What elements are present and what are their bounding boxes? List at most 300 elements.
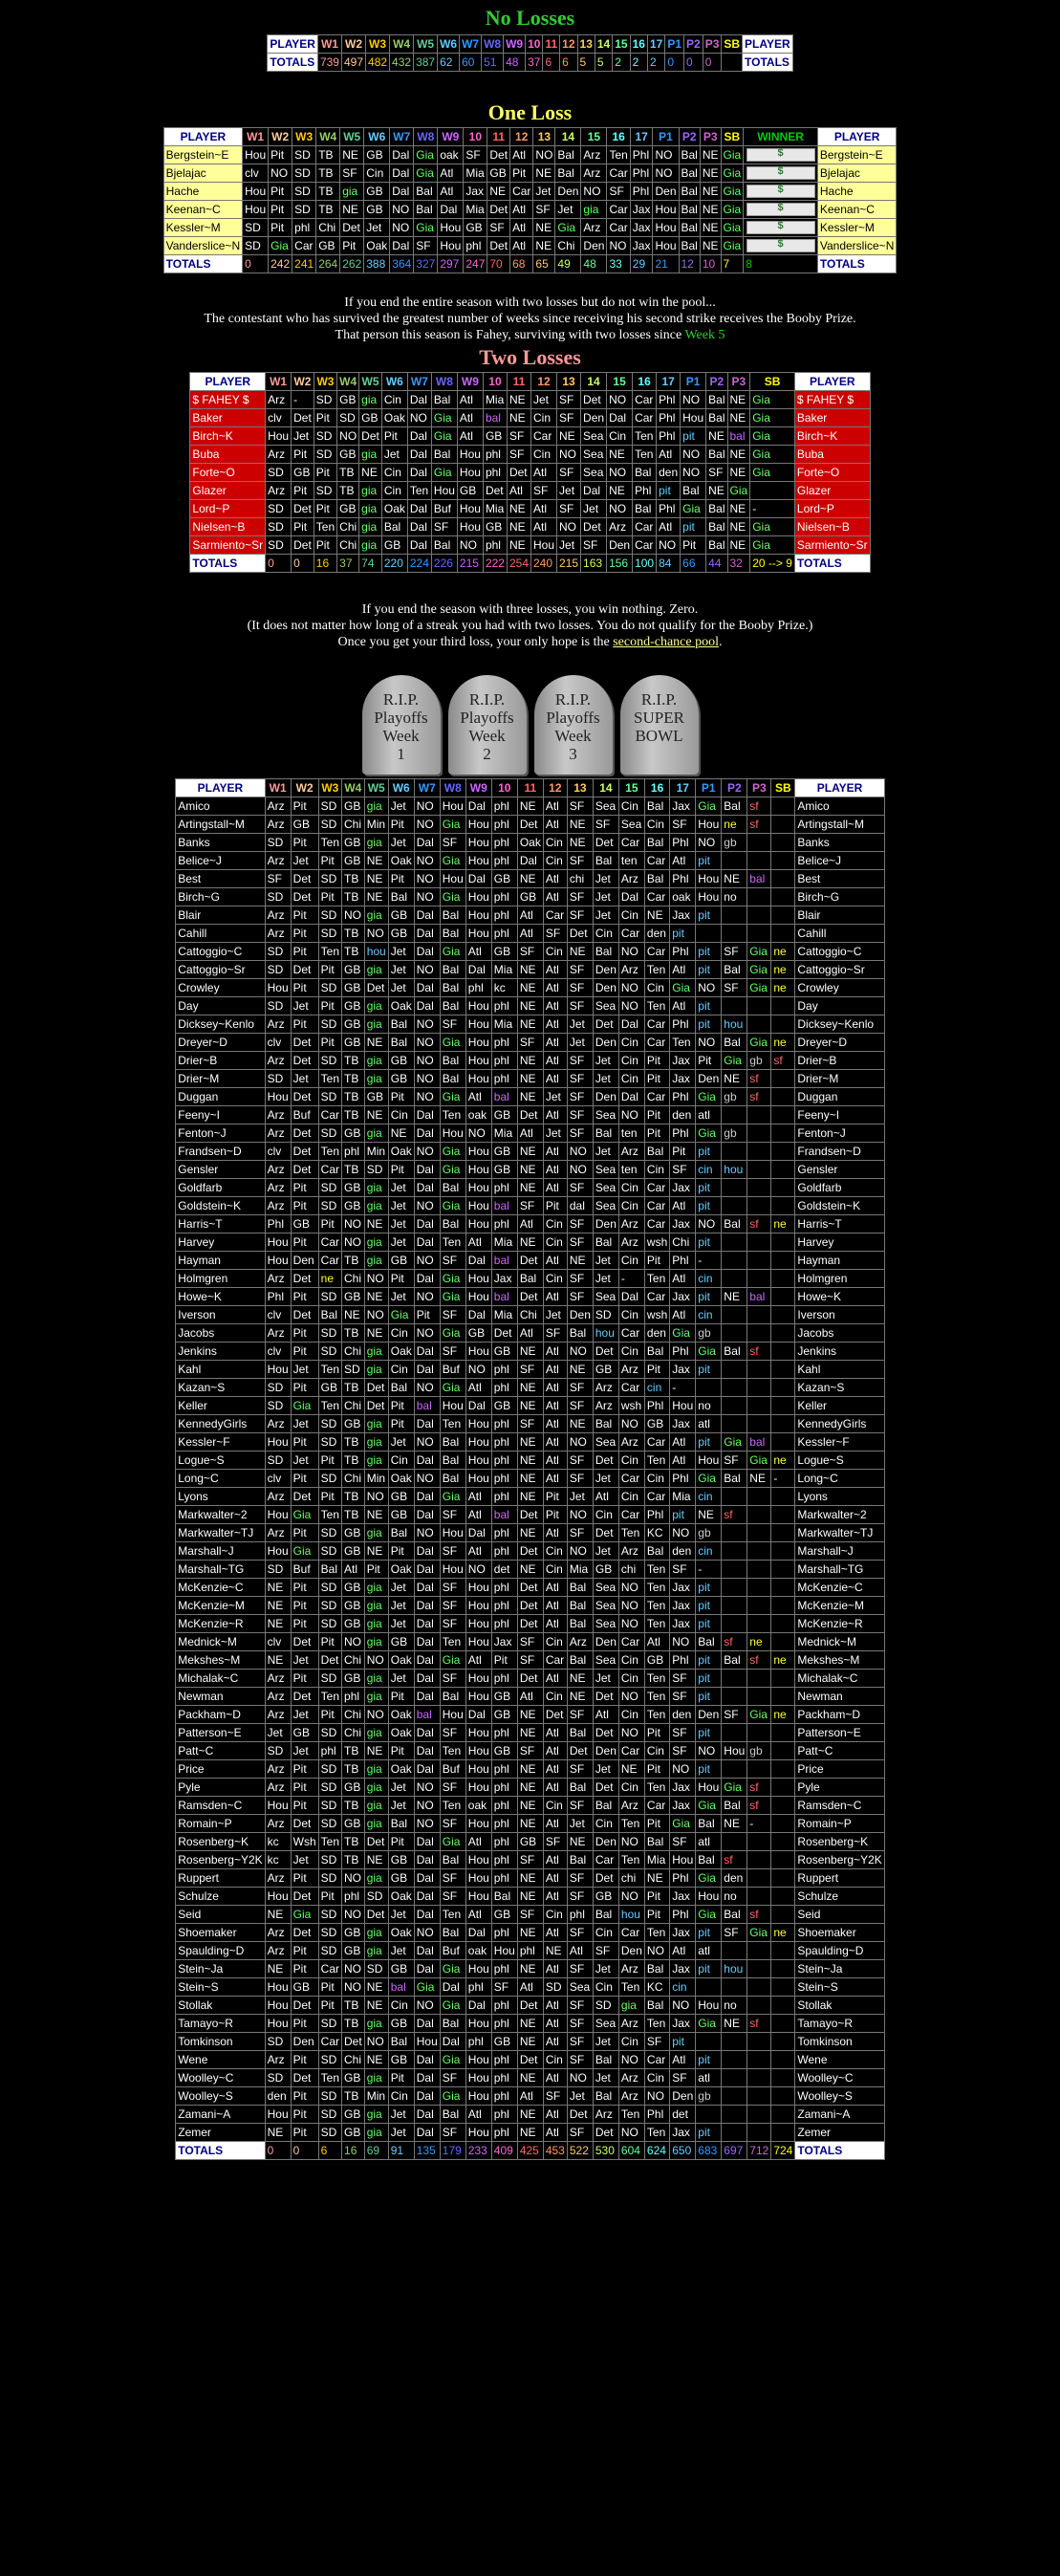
player-row [163,201,897,219]
pick-cell: Pit [644,1070,669,1088]
pick-cell [771,1397,795,1415]
pick-cell: GB [342,1034,365,1052]
no-losses-title: No Losses [485,6,575,30]
pick-cell: Arz [618,961,644,979]
total-17: 84 [657,555,681,573]
player-name: Holmgren [176,1270,265,1288]
three-note-line-1: If you end the season with three losses, you win nothing. Zero. [361,602,699,617]
pick-cell: SF [722,943,747,961]
pick-cell: Jet [593,1670,618,1688]
pick-cell: Pit [644,1760,669,1779]
total-12: 453 [543,2142,567,2160]
pick-cell: Atl [531,518,557,536]
pick-cell: Atl [543,1997,567,2015]
pick-cell: Mia [491,961,517,979]
pick-cell: NO [414,1797,440,1815]
player-name-right: Logue~S [795,1452,884,1470]
pick-cell: bal [747,870,771,888]
pick-cell: Buf [291,1106,318,1124]
pick-cell: kc [265,1851,291,1869]
pick-cell [771,1633,795,1651]
pick-cell: pit [670,2033,696,2051]
pick-cell: TB [316,164,340,183]
pick-cell: NE [557,427,581,446]
pick-cell: Arz [265,1052,291,1070]
pick-cell: Gia [440,1088,465,1106]
pick-cell: Hou [465,1015,491,1034]
pick-cell: Den [581,237,607,255]
pick-cell: Arz [618,870,644,888]
pick-cell [722,2124,747,2142]
pick-cell: Jet [555,201,581,219]
pick-cell [747,1015,771,1034]
pick-cell: SD [243,219,269,237]
pick-cell: Car [644,888,669,906]
pick-cell: Gia [440,1488,465,1506]
pick-cell: Pit [388,1161,414,1179]
pick-cell: SF [440,834,465,852]
pick-cell: TB [337,464,359,482]
pick-cell: pit [696,1651,722,1670]
pick-cell: phl [491,1724,517,1742]
pick-cell: NE [517,2033,543,2051]
second-chance-pool-link[interactable]: second-chance pool [613,635,720,649]
week-header-14: 14 [593,779,618,797]
pick-cell: Jet [567,1488,593,1506]
pick-cell: Chi [342,1343,365,1361]
pick-cell: GB [388,1633,414,1651]
pick-cell: SD [593,1997,618,2015]
pick-cell: Dal [414,979,440,997]
player-name-right: Dicksey~Kenlo [795,1015,884,1034]
pick-cell: GB [337,391,359,409]
pick-cell [747,1542,771,1561]
pick-cell: bal [491,1088,517,1106]
pick-cell: NE [364,1215,388,1233]
pick-cell: Pit [291,2106,318,2124]
pick-cell [747,1670,771,1688]
pick-cell: Bal [593,852,618,870]
pick-cell: NO [414,1379,440,1397]
pick-cell [722,1670,747,1688]
pick-cell: Gia [440,816,465,834]
pick-cell: phl [491,797,517,816]
pick-cell: Gia [747,1452,771,1470]
pick-cell: Cin [543,943,567,961]
week-header-15: 15 [613,35,630,54]
pick-cell: pit [696,1688,722,1706]
pick-cell: phl [483,536,507,555]
pick-cell: Bal [679,146,700,164]
pick-cell: Phl [670,1906,696,1924]
pick-cell: Sea [581,464,607,482]
player-name-right: Fenton~J [795,1124,884,1143]
pick-cell: Atl [593,1488,618,1506]
week-header-P1: P1 [665,35,684,54]
pick-cell [771,2106,795,2124]
pick-cell [771,1888,795,1906]
pick-cell: SF [440,1015,465,1034]
pick-cell: Gia [696,1797,722,1815]
pick-cell: Hou [243,183,269,201]
pick-cell: NO [414,1034,440,1052]
pick-cell: Cin [618,1488,644,1506]
pick-cell: Pit [291,1960,318,1978]
tombstone-3 [534,675,613,775]
pick-cell: Atl [543,1960,567,1978]
pick-cell: pit [696,961,722,979]
pick-cell: NE [727,446,750,464]
pick-cell: Car [644,1088,669,1106]
pick-cell: NO [557,446,581,464]
pick-cell: Hou [465,1415,491,1433]
pick-cell: SF [567,906,593,925]
pick-cell: SF [340,164,364,183]
pick-cell: Gia [431,409,457,427]
pick-cell: TB [342,1070,365,1088]
pick-cell: NE [700,201,721,219]
week-header-P1: P1 [681,373,706,391]
player-name: Cattoggio~Sr [176,961,265,979]
pick-cell: NO [644,2087,669,2106]
pick-cell: SD [342,1361,365,1379]
player-name: Blair [176,906,265,925]
player-row [176,1978,885,1997]
week-header-15: 15 [607,373,633,391]
pick-cell: SF [440,2124,465,2142]
pick-cell [722,1978,747,1997]
pick-cell [696,1379,722,1397]
pick-cell: Bal [567,1615,593,1633]
pick-cell: Jet [593,1270,618,1288]
pick-cell: Bal [567,1579,593,1597]
player-name: Mekshes~M [176,1651,265,1670]
pick-cell: Dal [465,1706,491,1724]
pick-cell: Buf [431,500,457,518]
pick-cell: Jet [388,2106,414,2124]
pick-cell [771,834,795,852]
pick-cell: Ten [644,1597,669,1615]
pick-cell: Den [696,1070,722,1088]
pick-cell: Min [364,1470,388,1488]
player-name-right: KennedyGirls [795,1415,884,1433]
pick-cell: bal [491,1252,517,1270]
pick-cell: Den [291,1252,318,1270]
pick-cell: Den [567,1306,593,1324]
pick-cell: Cin [618,1706,644,1724]
pick-cell: oak [465,1797,491,1815]
pick-cell: Car [633,409,657,427]
pick-cell: Cin [543,1542,567,1561]
pick-cell: Dal [414,997,440,1015]
pick-cell: NE [607,446,633,464]
pick-cell: GB [318,1379,341,1397]
pick-cell [771,1942,795,1960]
pick-cell: NE [517,1343,543,1361]
pick-cell: Car [618,1633,644,1651]
pick-cell: SF [543,2087,567,2106]
pick-cell: Atl [465,1488,491,1506]
pick-cell [722,2033,747,2051]
pick-cell: NO [618,1579,644,1597]
pick-cell: NE [696,1506,722,1524]
pick-cell: cin [696,1270,722,1288]
pick-cell: Det [517,1506,543,1524]
pick-cell: Phl [670,1651,696,1670]
pick-cell: phl [491,1179,517,1197]
pick-cell: Jet [581,500,607,518]
pick-cell: Gia [670,979,696,997]
total-10: 247 [464,255,487,273]
pick-cell: Jax [491,1633,517,1651]
player-name-right: Drier~B [795,1052,884,1070]
player-row [176,2124,885,2142]
pick-cell: NO [696,1215,722,1233]
pick-cell: GB [388,1960,414,1978]
pick-cell: Dal [618,1288,644,1306]
totals-label-right: TOTALS [743,54,793,72]
player-name-right: Harris~T [795,1215,884,1233]
player-name-right: Holmgren [795,1270,884,1288]
pick-cell: Hou [440,1524,465,1542]
pick-cell: Chi [342,2051,365,2069]
player-row [163,237,897,255]
pick-cell: NE [364,1506,388,1524]
pick-cell: NE [364,852,388,870]
pick-cell: den [644,1324,669,1343]
pick-cell: Det [517,1106,543,1124]
pick-cell: GB [491,1106,517,1124]
pick-cell: Arz [265,1161,291,1179]
pick-cell: SD [318,1433,341,1452]
pick-cell: Jet [388,797,414,816]
pick-cell: Hou [465,1579,491,1597]
total-11: 70 [487,255,510,273]
pick-cell: GB [342,797,365,816]
pick-cell [771,1343,795,1361]
pick-cell: SD [292,146,316,164]
pick-cell: pit [657,482,681,500]
pick-cell: Dal [414,1542,440,1561]
pick-cell: Pit [291,1869,318,1888]
pick-cell: Hou [465,1452,491,1470]
pick-cell: ne [318,1270,341,1288]
header-row [163,128,897,146]
pick-cell [771,1379,795,1397]
pick-cell: Hou [440,797,465,816]
player-name-right: Keenan~C [817,201,896,219]
pick-cell: Ten [318,943,341,961]
pick-cell: Jet [388,1615,414,1633]
total-W7: 364 [390,255,414,273]
player-row [163,146,897,164]
pick-cell: SF [567,979,593,997]
pick-cell: TB [342,870,365,888]
pick-cell: sf [747,2015,771,2033]
tombstone-line: R.I.P. [382,690,420,709]
player-row [176,1815,885,1833]
pick-cell: TB [342,1252,365,1270]
pick-cell: SD [318,1470,341,1488]
pick-cell: GB [316,237,340,255]
pick-cell: Buf [440,1361,465,1379]
total-P2: 44 [706,555,727,573]
pick-cell: GB [291,1724,318,1742]
pick-cell: phl [567,1906,593,1924]
pick-cell: SF [464,146,487,164]
pick-cell: det [670,2106,696,2124]
pick-cell: Dal [414,1724,440,1742]
pick-cell: NO [465,1124,491,1143]
three-losses-table [175,778,885,2160]
player-name-right: Day [795,997,884,1015]
pick-cell: Sea [593,1161,618,1179]
pick-cell: Hou [465,1760,491,1779]
pick-cell: Pit [644,1888,669,1906]
pick-cell [722,1197,747,1215]
pick-cell [771,852,795,870]
pick-cell: gia [359,536,382,555]
player-row [190,518,870,536]
pick-cell: Hou [465,1433,491,1452]
pick-cell: SD [265,997,291,1015]
pick-cell: phl [491,2087,517,2106]
pick-cell: Dal [465,1997,491,2015]
pick-cell: Arz [618,2087,644,2106]
pick-cell: NE [517,1433,543,1452]
pick-cell: phl [491,1361,517,1379]
pick-cell [771,1015,795,1034]
pick-cell [747,1397,771,1415]
pick-cell: Cin [618,1197,644,1215]
pick-cell: Ten [607,146,630,164]
pick-cell: Car [644,1015,669,1034]
pick-cell: Gia [747,1034,771,1052]
pick-cell: Bal [440,1215,465,1233]
pick-cell: Ten [618,1978,644,1997]
pick-cell: SF [567,1215,593,1233]
pick-cell: phl [318,1742,341,1760]
pick-cell: Dal [414,1415,440,1433]
player-name-right: Banks [795,834,884,852]
player-name: McKenzie~R [176,1615,265,1633]
pick-cell: pit [696,2124,722,2142]
pick-cell: Pit [543,1488,567,1506]
pick-cell: NO [567,2069,593,2087]
pick-cell: phl [491,2106,517,2124]
pick-cell [771,888,795,906]
player-row [176,1070,885,1088]
pick-cell: Gia [440,1324,465,1343]
player-row [190,391,870,409]
pick-cell: clv [265,1633,291,1651]
pick-cell: GB [483,518,507,536]
player-name: KennedyGirls [176,1415,265,1433]
pick-cell: Pit [364,1561,388,1579]
player-name-right: Stollak [795,1997,884,2015]
week-header-SB: SB [750,373,795,391]
pick-cell: Atl [543,1361,567,1379]
pick-cell: gia [364,1124,388,1143]
pick-cell: SF [517,1851,543,1869]
total-P3: 10 [700,255,721,273]
pick-cell: phl [491,1524,517,1542]
pick-cell [747,1488,771,1506]
tombstone-4 [620,675,699,775]
pick-cell: Atl [567,1942,593,1960]
pick-cell: Pit [388,816,414,834]
pick-cell: Dal [607,409,633,427]
pick-cell: Gia [440,1997,465,2015]
pick-cell: GB [342,1942,365,1960]
pick-cell: NO [465,1561,491,1579]
player-name: Keller [176,1397,265,1415]
pick-cell: SF [670,1688,696,1706]
pick-cell: NE [567,943,593,961]
pick-cell: Gia [696,1343,722,1361]
pick-cell: Hou [465,906,491,925]
player-name: Goldstein~K [176,1197,265,1215]
pick-cell [771,2069,795,2087]
pick-cell: NO [414,797,440,816]
pick-cell: GB [491,1161,517,1179]
pick-cell: Hou [465,1724,491,1742]
pick-cell [696,925,722,943]
pick-cell: Bal [388,888,414,906]
week-header-P2: P2 [722,779,747,797]
pick-cell [747,925,771,943]
week-header-W1: W1 [266,373,292,391]
pick-cell: Chi [342,1724,365,1742]
pick-cell: Wsh [291,1833,318,1851]
pick-cell: NE [517,1070,543,1088]
player-name: Bergstein~E [163,146,242,164]
pick-cell [722,1143,747,1161]
pick-cell: sf [747,1343,771,1361]
player-row [176,1052,885,1070]
pick-cell: Cin [543,1561,567,1579]
pick-cell: SD [318,1724,341,1742]
money-bill-icon: $ [746,185,815,198]
pick-cell [771,1869,795,1888]
pick-cell: Chi [337,536,359,555]
pick-cell: NE [265,1906,291,1924]
pick-cell: Mia [464,201,487,219]
pick-cell: wsh [618,1397,644,1415]
pick-cell [771,925,795,943]
pick-cell [771,1579,795,1597]
pick-cell: Atl [543,1670,567,1688]
pick-cell: NE [517,1143,543,1161]
player-name: Stein~S [176,1978,265,1997]
pick-cell: Mia [567,1561,593,1579]
pick-cell: Min [364,2087,388,2106]
pick-cell [771,2051,795,2069]
pick-cell: Atl [543,816,567,834]
pick-cell: SD [292,201,316,219]
pick-cell: Atl [543,1379,567,1397]
pick-cell: GB [342,2124,365,2142]
total-SB: 724 [771,2142,795,2160]
totals-label: TOTALS [163,255,242,273]
pick-cell: Det [517,1997,543,2015]
pick-cell: SF [567,2124,593,2142]
pick-cell: NE [607,482,633,500]
pick-cell: SF [440,1869,465,1888]
pick-cell: Jet [291,1706,318,1724]
player-name-right: Howe~K [795,1288,884,1306]
total-15: 156 [607,555,633,573]
